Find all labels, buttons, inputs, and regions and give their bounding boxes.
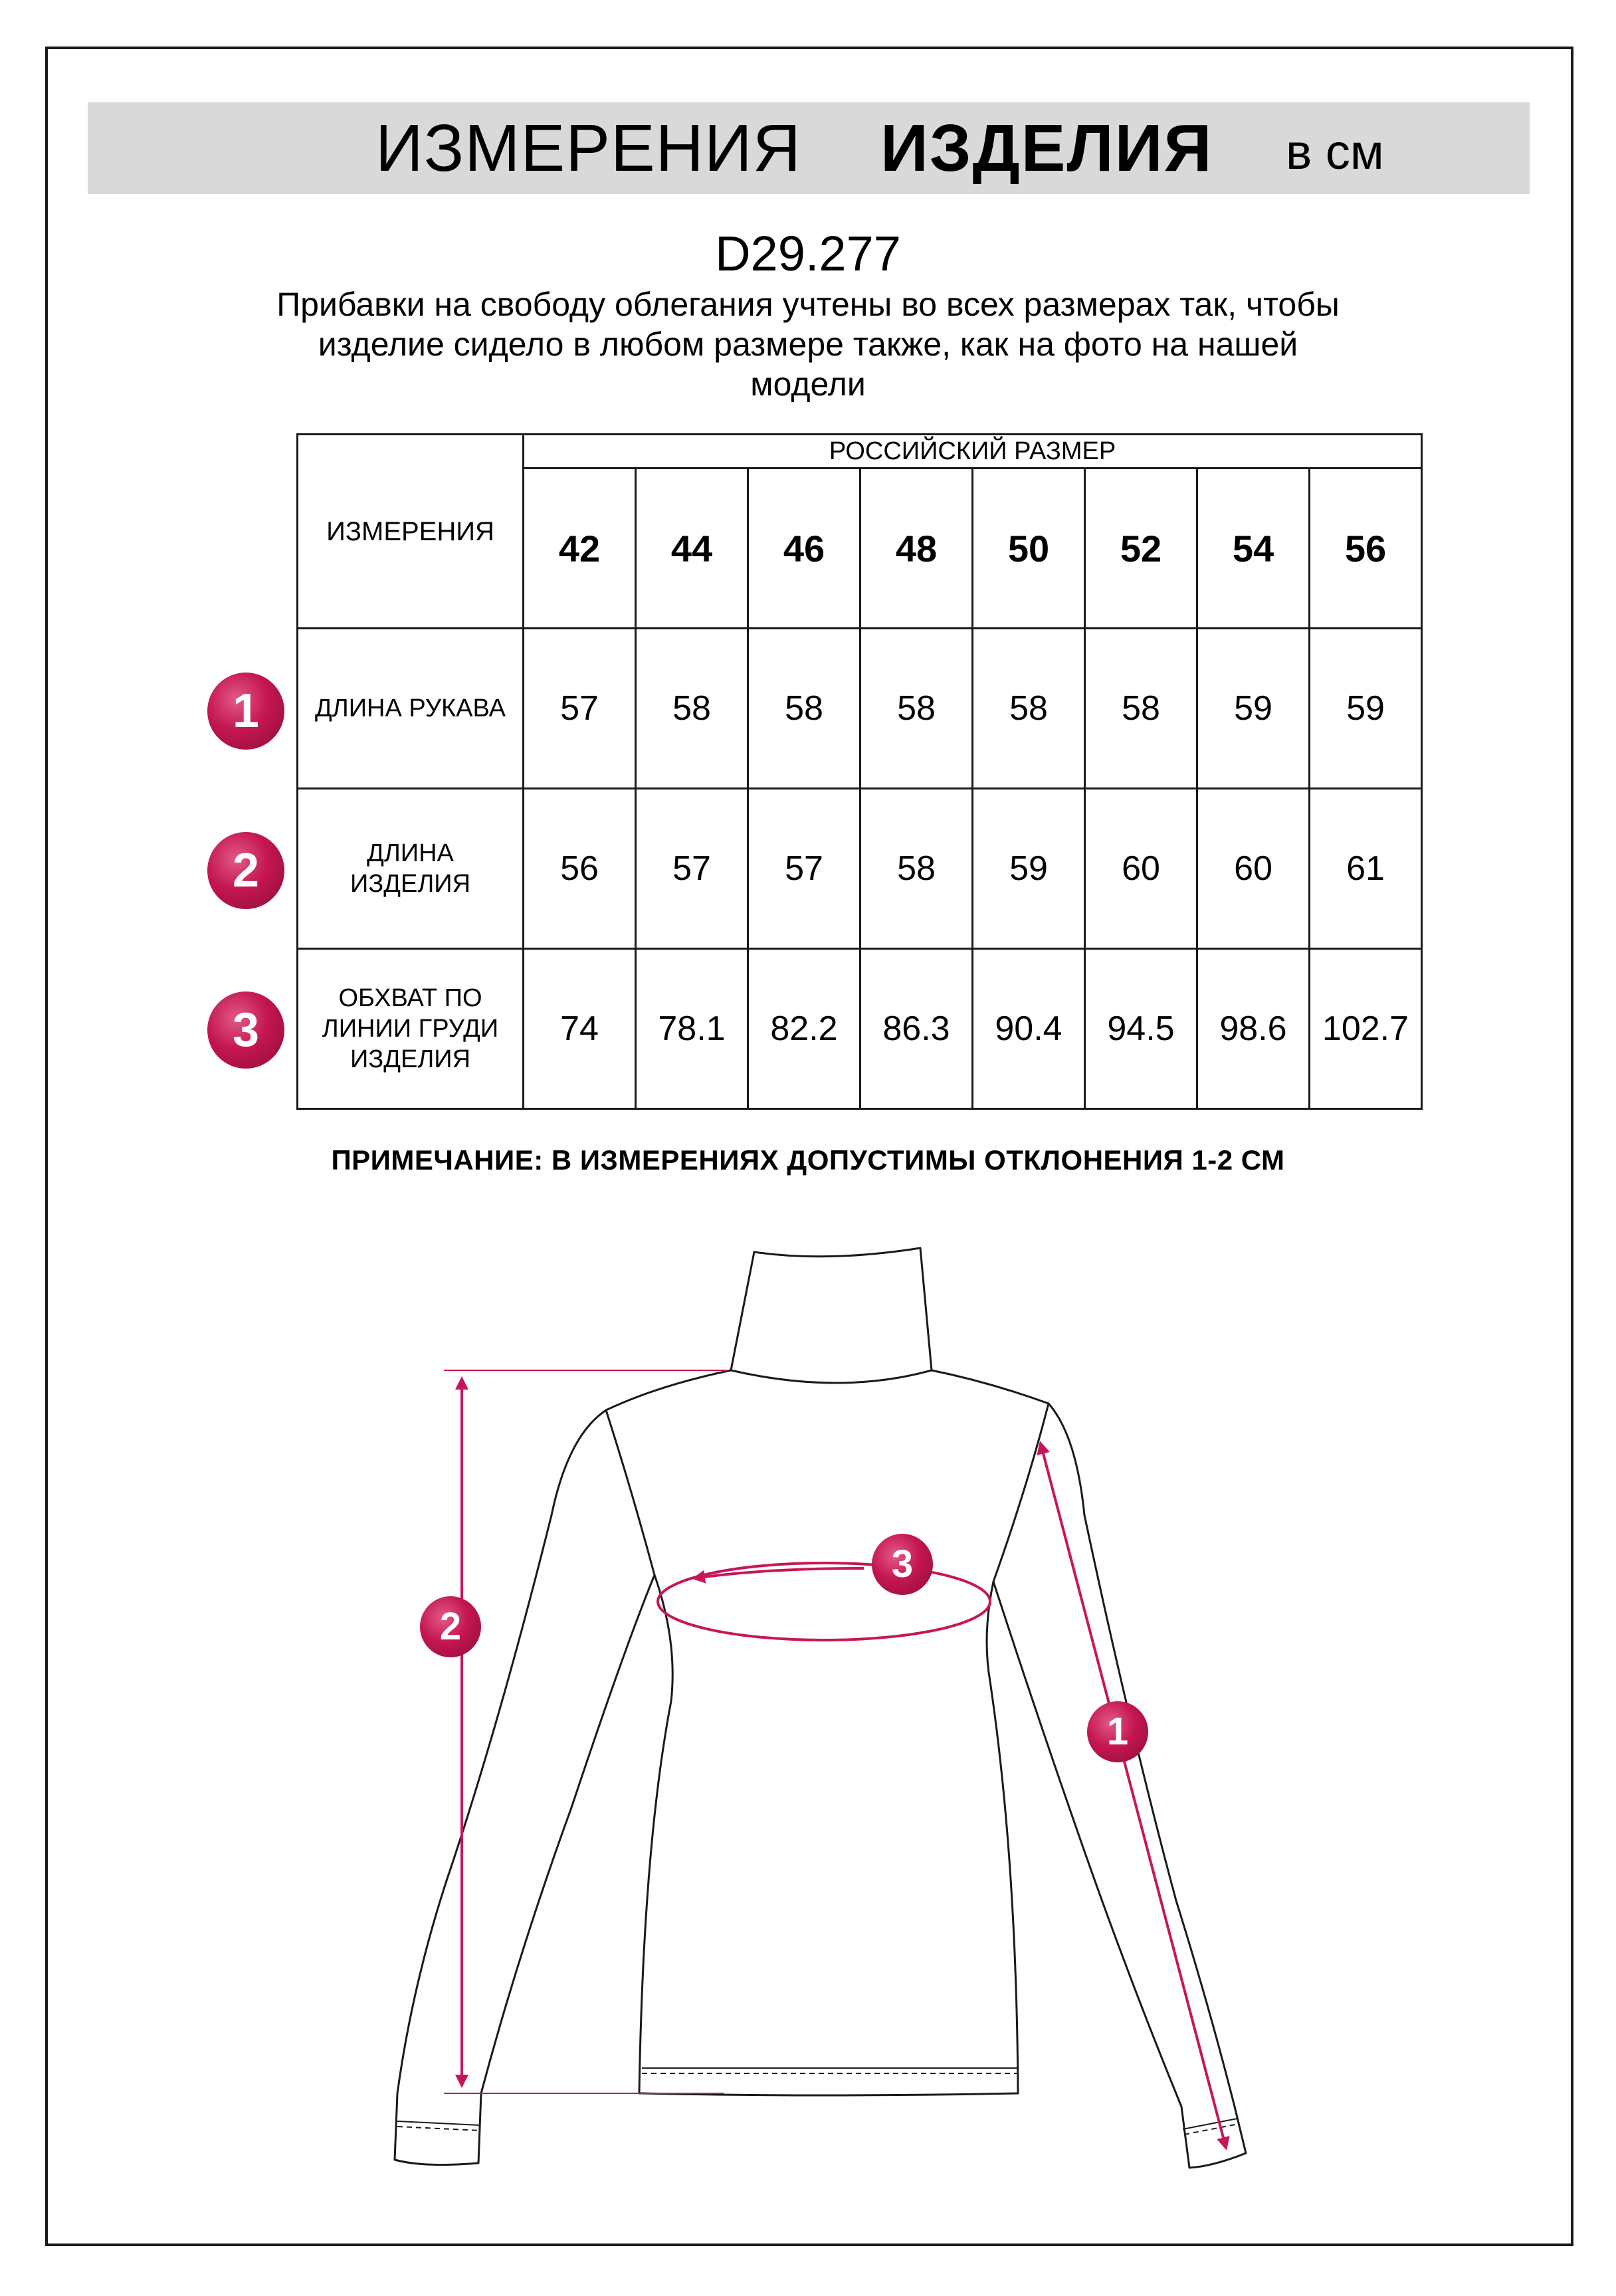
size-header: 56 [1310,469,1422,629]
row-label-line: ДЛИНА РУКАВА [315,694,506,722]
fit-note-line: изделие сидело в любом размере также, как на фото на нашей [318,326,1298,363]
table-cell: 60 [1085,789,1197,949]
chest-girth-arrow [694,1568,864,1578]
table-cell: 94.5 [1085,949,1197,1109]
header-title-measurements: ИЗМЕРЕНИЯ [375,111,801,185]
table-cell: 78.1 [636,949,748,1109]
table-cell: 60 [1197,789,1310,949]
right-sleeve-outline [993,1404,1246,2168]
table-cell: 56 [524,789,636,949]
table-cell: 90.4 [973,949,1085,1109]
row-label-line: ДЛИНА [367,839,454,867]
collar-outline [731,1248,932,1383]
sleeve-length-arrow [1041,1443,1226,2148]
diagram-badge-3: 3 [872,1534,933,1595]
size-header: 54 [1197,469,1310,629]
table-cell: 61 [1310,789,1422,949]
table-cell: 98.6 [1197,949,1310,1109]
table-header-russian-size: РОССИЙСКИЙ РАЗМЕР [524,435,1422,469]
size-header: 52 [1085,469,1197,629]
header-unit: в см [1286,124,1384,179]
body-outline [606,1370,1049,2095]
diagram-badge-2: 2 [420,1596,481,1657]
fit-note-line: Прибавки на свободу облегания учтены во всех размерах так, чтобы [276,286,1340,323]
row-label-line: ИЗДЕЛИЯ [350,1045,471,1073]
row-badge-3: 3 [207,991,284,1069]
chest-girth-ellipse [658,1563,990,1640]
diagram-badge-1: 1 [1087,1701,1148,1762]
row-label-line: ЛИНИИ ГРУДИ [322,1015,499,1043]
table-cell: 58 [860,789,973,949]
size-header: 50 [973,469,1085,629]
table-cell: 74 [524,949,636,1109]
table-cell: 57 [748,789,860,949]
table-cell: 59 [1197,629,1310,789]
table-cell: 59 [1310,629,1422,789]
table-cell: 58 [1085,629,1197,789]
table-cell: 58 [748,629,860,789]
table-cell: 58 [860,629,973,789]
table-header-measurements: ИЗМЕРЕНИЯ [298,435,524,629]
size-header: 46 [748,469,860,629]
header-title-product: ИЗДЕЛИЯ [880,111,1213,185]
table-cell: 82.2 [748,949,860,1109]
row-badge-1: 1 [207,673,284,750]
left-sleeve-outline [395,1410,655,2165]
table-cell: 58 [973,629,1085,789]
table-cell: 57 [524,629,636,789]
size-header: 44 [636,469,748,629]
table-cell: 102.7 [1310,949,1422,1109]
row-label-line: ИЗДЕЛИЯ [350,870,471,898]
fit-note-line: модели [750,365,866,403]
table-cell: 58 [636,629,748,789]
table-cell: 86.3 [860,949,973,1109]
table-cell: 59 [973,789,1085,949]
article-number: D29.277 [715,226,901,281]
right-cuff-line [1183,2119,1237,2129]
right-cuff-stitch [1184,2124,1239,2135]
table-cell: 57 [636,789,748,949]
tolerance-remark: ПРИМЕЧАНИЕ: В ИЗМЕРЕНИЯХ ДОПУСТИМЫ ОТКЛОНЕНИЯ 1-2 СМ [331,1144,1285,1176]
row-badge-2: 2 [207,832,284,909]
size-header: 42 [524,469,636,629]
left-cuff-stitch [397,2127,480,2131]
left-cuff-line [397,2121,480,2125]
row-label-line: ОБХВАТ ПО [338,984,482,1012]
size-header: 48 [860,469,973,629]
